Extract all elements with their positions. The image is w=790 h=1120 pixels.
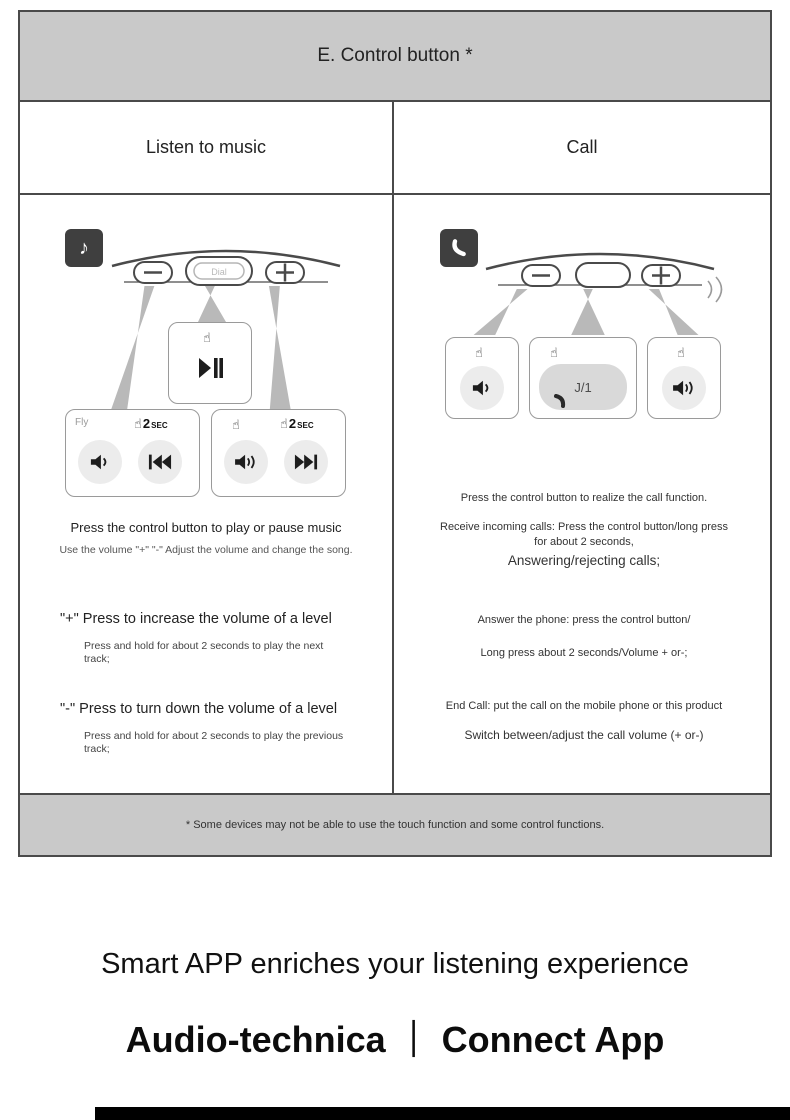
next-track-icon bbox=[294, 453, 318, 471]
call-headband-controls bbox=[480, 233, 732, 309]
volume-up-circle bbox=[224, 440, 268, 484]
hold-2sec-label: ☝ 2 SEC bbox=[280, 416, 314, 431]
volume-down-circle bbox=[78, 440, 122, 484]
call-instruction-5: Long press about 2 seconds/Volume + or-; bbox=[480, 647, 688, 659]
tap-icon: ☝ bbox=[280, 416, 288, 431]
music-headband-controls bbox=[106, 230, 346, 296]
callout-wedge-left bbox=[106, 286, 168, 410]
music-plus-instruction: "+" Press to increase the volume of a level bbox=[60, 611, 332, 627]
volume-up-icon bbox=[234, 452, 258, 472]
volume-up-icon bbox=[672, 378, 696, 398]
app-brand-title: Audio-technica ｜ Connect App bbox=[125, 1019, 665, 1060]
column-title-row bbox=[20, 102, 770, 195]
control-button-table bbox=[18, 10, 772, 857]
volume-up-next-box bbox=[211, 409, 346, 497]
table-header-label: E. Control button * bbox=[317, 45, 473, 66]
footnote-text: * Some devices may not be able to use the touch function and some control functions. bbox=[185, 818, 605, 831]
bottom-section-edge bbox=[95, 1107, 790, 1120]
table-header bbox=[20, 12, 770, 102]
control-button bbox=[576, 263, 630, 287]
handset-glyph bbox=[552, 394, 568, 408]
call-volume-up-circle bbox=[662, 366, 706, 410]
call-instruction-1: Press the control button to realize the call function. bbox=[460, 492, 708, 504]
call-instruction-2: Receive incoming calls: Press the control button/long press for about 2 seconds, bbox=[440, 521, 728, 548]
volume-down-icon bbox=[471, 378, 493, 398]
tap-icon: ☝ bbox=[475, 345, 483, 360]
music-minus-instruction: "-" Press to turn down the volume of a level bbox=[60, 701, 338, 717]
fly-label: Fly bbox=[75, 417, 89, 428]
tap-icon: ☝ bbox=[677, 345, 685, 360]
call-volume-down-circle bbox=[460, 366, 504, 410]
music-plus-sub: Press and hold for about 2 seconds to play the next track; bbox=[84, 640, 324, 666]
call-answer-box bbox=[529, 337, 637, 419]
signal-waves-icon bbox=[708, 281, 712, 298]
answer-call-label: J/1 bbox=[574, 379, 592, 395]
table-footnote bbox=[20, 793, 770, 855]
play-pause-box bbox=[168, 322, 252, 404]
dial-button-label: Dial bbox=[211, 267, 227, 277]
music-minus-sub: Press and hold for about 2 seconds to play the previous track; bbox=[84, 730, 344, 756]
call-volume-up-box bbox=[647, 337, 721, 419]
column-divider bbox=[392, 102, 394, 793]
next-track-circle bbox=[284, 440, 328, 484]
tap-icon: ☝ bbox=[550, 345, 558, 360]
music-note-icon: ♪ bbox=[65, 229, 103, 267]
call-instruction-3: Answering/rejecting calls; bbox=[507, 553, 661, 568]
play-pause-icon bbox=[196, 355, 224, 381]
phone-handset-glyph bbox=[447, 236, 471, 260]
music-instruction-2: Use the volume "+" "-" Adjust the volume and change the song. bbox=[59, 544, 353, 556]
music-instruction-1: Press the control button to play or pause music bbox=[70, 520, 342, 535]
promo-headline: Smart APP enriches your listening experience bbox=[101, 948, 689, 980]
call-instruction-6: End Call: put the call on the mobile phone or this product bbox=[445, 700, 723, 712]
tap-icon: ☝ bbox=[134, 416, 142, 431]
call-instruction-4: Answer the phone: press the control button/ bbox=[477, 614, 691, 626]
previous-track-circle bbox=[138, 440, 182, 484]
call-volume-down-box bbox=[445, 337, 519, 419]
volume-down-icon bbox=[89, 452, 111, 472]
tap-icon: ☝ bbox=[232, 417, 240, 432]
hold-2sec-label: ☝ 2 SEC bbox=[134, 416, 168, 431]
phone-icon bbox=[440, 229, 478, 267]
call-instruction-7: Switch between/adjust the call volume (+ or-) bbox=[464, 728, 704, 742]
callout-wedge-right bbox=[258, 286, 300, 410]
volume-down-previous-box bbox=[65, 409, 200, 497]
column-title-call: Call bbox=[566, 137, 598, 157]
previous-track-icon bbox=[148, 453, 172, 471]
tap-icon: ☝ bbox=[203, 330, 211, 345]
column-title-music: Listen to music bbox=[145, 137, 267, 157]
